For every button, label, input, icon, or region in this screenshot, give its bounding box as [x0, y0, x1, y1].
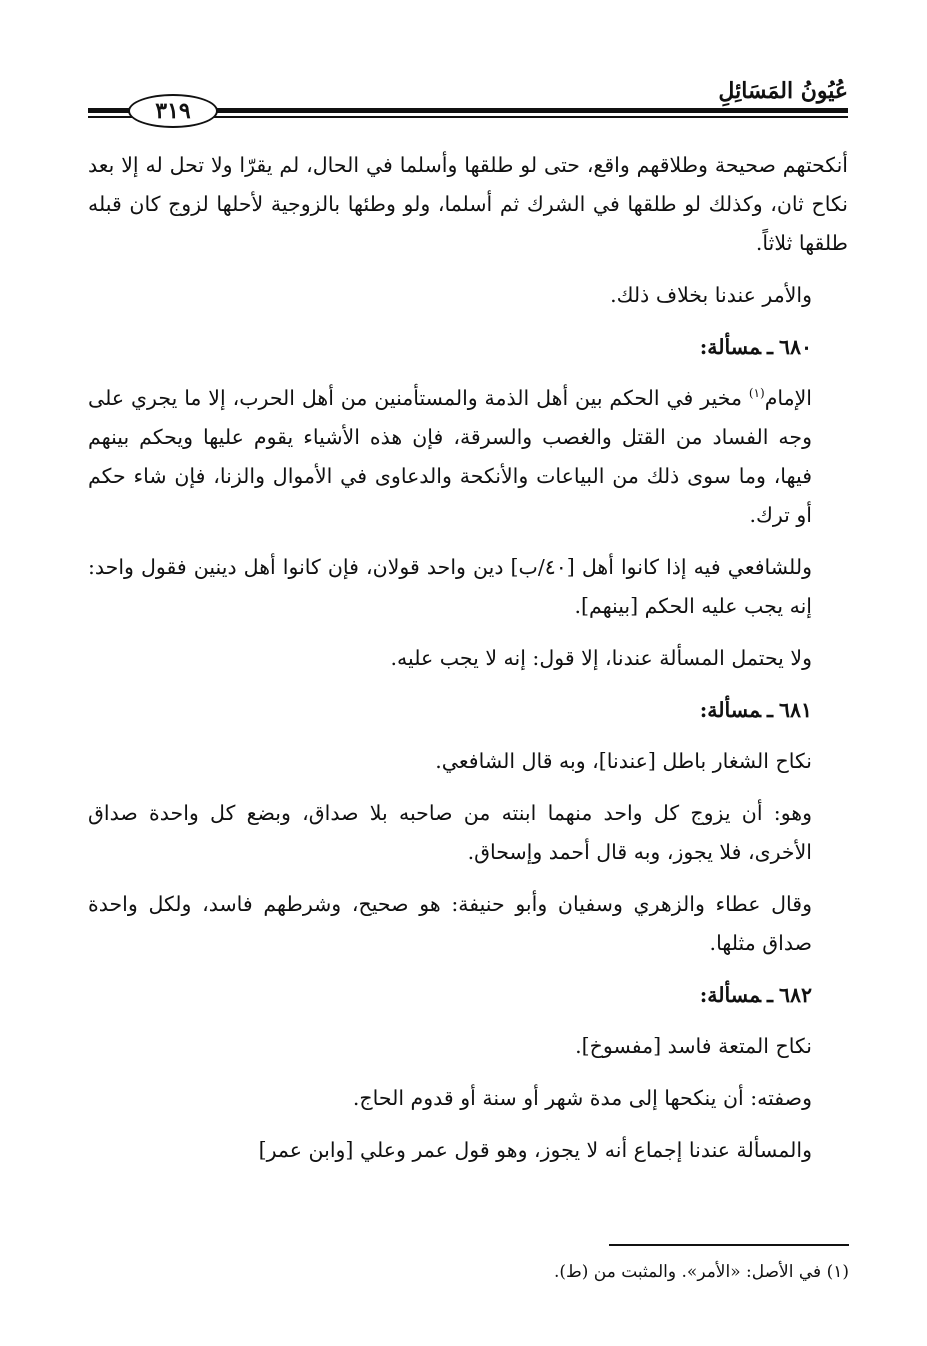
- paragraph-5: ولا يحتمل المسألة عندنا، إلا قول: إنه لا يجب عليه.: [390, 646, 812, 670]
- section-heading-682: [88, 976, 848, 1015]
- footnote-separator: [609, 1244, 849, 1246]
- heading-dash: ـ: [766, 698, 773, 722]
- paragraph-3-start: الإمام: [764, 386, 812, 410]
- page-number-badge: [128, 94, 218, 128]
- paragraph-7: وهو: أن يزوج كل واحد منهما ابنته من صاحبه بلا صداق، وبضع كل واحدة صداق الأخرى، فلا يجوز، وبه قال أحمد وإسحاق.: [88, 801, 812, 864]
- section-label: مسألة:: [699, 983, 761, 1007]
- page-header: [88, 78, 848, 126]
- paragraph-6: نكاح الشغار باطل [عندنا]، وبه قال الشافعي.: [435, 749, 812, 773]
- paragraph-9: نكاح المتعة فاسد [مفسوخ].: [575, 1034, 812, 1058]
- section-heading-681: [88, 691, 848, 730]
- page-number: ٣١٩: [155, 98, 191, 124]
- paragraph-3-rest: مخير في الحكم بين أهل الذمة والمستأمنين من أهل الحرب، إلا ما يجري على وجه الفساد من القتل والغصب والسرقة، فإن هذه الأشياء يقوم عليها ويحكم بينهم فيها، وما سوى ذلك من البياعات والأنكحة والدعاوى في الأموال والزنا، فإن شاء حكم أو ترك.: [88, 386, 812, 527]
- paragraph-2: والأمر عندنا بخلاف ذلك.: [610, 283, 812, 307]
- paragraph-11: والمسألة عندنا إجماع أنه لا يجوز، وهو قول عمر وعلي [وابن عمر]: [258, 1138, 812, 1162]
- heading-dash: ـ: [766, 983, 773, 1007]
- section-number: ٦٨٢: [778, 983, 812, 1007]
- paragraph-8: وقال عطاء والزهري وسفيان وأبو حنيفة: هو صحيح، وشرطهم فاسد، ولكل واحدة صداق مثلها.: [88, 892, 812, 955]
- paragraph-3: [88, 379, 848, 535]
- page-body: [88, 146, 848, 1183]
- footnote-ref-1[interactable]: (١): [748, 386, 765, 401]
- section-heading-680: [88, 328, 848, 367]
- paragraph-1: أنكحتهم صحيحة وطلاقهم واقع، حتى لو طلقها وأسلما في الحال، لم يقرّا ولا تحل له إلا بعد نكاح ثان، وكذلك لو طلقها في الشرك ثم أسلما، ولو وطئها بالزوجية لأحلها لزوج كان قبله طلقها ثلاثاً.: [88, 153, 848, 255]
- running-title: عُيُونُ المَسَائِلِ: [718, 78, 848, 104]
- section-number: ٦٨٠: [778, 335, 812, 359]
- paragraph-10: وصفته: أن ينكحها إلى مدة شهر أو سنة أو قدوم الحاج.: [352, 1086, 812, 1110]
- paragraph-4: وللشافعي فيه إذا كانوا أهل [٤٠/ب] دين واحد قولان، فإن كانوا أهل دينين فقول واحد: إنه يجب عليه الحكم [بينهم].: [88, 555, 812, 618]
- section-label: مسألة:: [699, 335, 761, 359]
- section-label: مسألة:: [699, 698, 761, 722]
- footnote-1: (١) في الأصل: «الأمر». والمثبت من (ط).: [553, 1262, 849, 1282]
- section-number: ٦٨١: [778, 698, 812, 722]
- heading-dash: ـ: [766, 335, 773, 359]
